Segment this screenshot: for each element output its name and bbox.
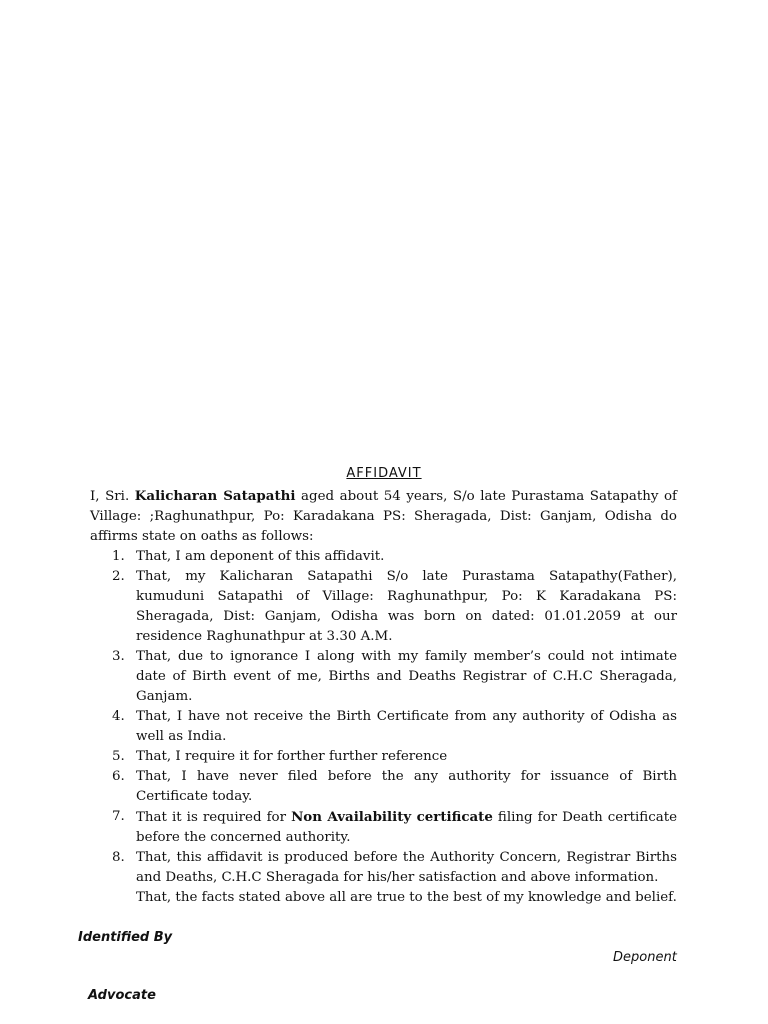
point-text: That, due to ignorance I along with my family member’s could not intimate date of Birth event of me, Births and Deaths Registrar of C.H.C Sheragada, Ganjam.	[136, 649, 677, 704]
intro-paragraph	[90, 486, 677, 547]
document-title	[0, 466, 768, 481]
list-item	[90, 647, 677, 707]
closing-statement: That, the facts stated above all are true to the best of my knowledge and belief.	[136, 890, 677, 905]
deponent-name: Kalicharan Satapathi	[134, 488, 296, 504]
point-number: 7.	[112, 809, 125, 824]
point-text: That, I have not receive the Birth Certificate from any authority of Odisha as well as India.	[136, 709, 677, 744]
point-suffix: filing for Death certificate before the concerned authority.	[136, 810, 677, 845]
list-item	[90, 767, 677, 807]
list-item	[90, 707, 677, 747]
point-number: 6.	[112, 769, 125, 784]
deponent-label: Deponent	[613, 950, 677, 965]
affidavit-points-list	[90, 547, 677, 888]
point-text: That, I require it for forther further reference	[136, 749, 448, 764]
point-text: That, this affidavit is produced before the Authority Concern, Registrar Births and Deaths, C.H.C Sheragada for his/her satisfaction and above information.	[136, 850, 677, 885]
intro-suffix: aged about 54 years, S/o late Purastama Satapathy of Village: ;Raghunathpur, Po: Karadakana PS: Sheragada, Dist: Ganjam, Odisha do affirms state on oaths as follows:	[90, 489, 677, 544]
advocate-label: Advocate	[88, 988, 156, 1003]
affidavit-body	[90, 486, 677, 908]
list-item	[90, 567, 677, 647]
point-number: 1.	[112, 549, 125, 564]
point-text: That, I am deponent of this affidavit.	[136, 549, 385, 564]
point-number: 3.	[112, 649, 125, 664]
point-number: 2.	[112, 569, 125, 584]
affidavit-heading: AFFIDAVIT	[346, 466, 422, 481]
intro-prefix: I, Sri.	[90, 489, 135, 504]
list-item	[90, 747, 677, 767]
point-prefix: That it is required for	[136, 810, 292, 825]
identified-by-label: Identified By	[78, 930, 173, 945]
point-number: 5.	[112, 749, 125, 764]
point-text: That, my Kalicharan Satapathi S/o late Purastama Satapathy(Father), kumuduni Satapathi of Village: Raghunathpur, Po: K Karadakana PS: Sheragada, Dist: Ganjam, Odisha was born on dated: 01.01.2059 at our residence Raghunathpur at 3.30 A.M.	[136, 569, 677, 644]
list-item	[90, 848, 677, 888]
point-number: 8.	[112, 850, 125, 865]
list-item	[90, 807, 677, 848]
point-text: That, I have never filed before the any authority for issuance of Birth Certificate today.	[136, 769, 677, 804]
point-number: 4.	[112, 709, 125, 724]
list-item	[90, 547, 677, 567]
point-bold-text: Non Availability certificate	[291, 809, 493, 825]
